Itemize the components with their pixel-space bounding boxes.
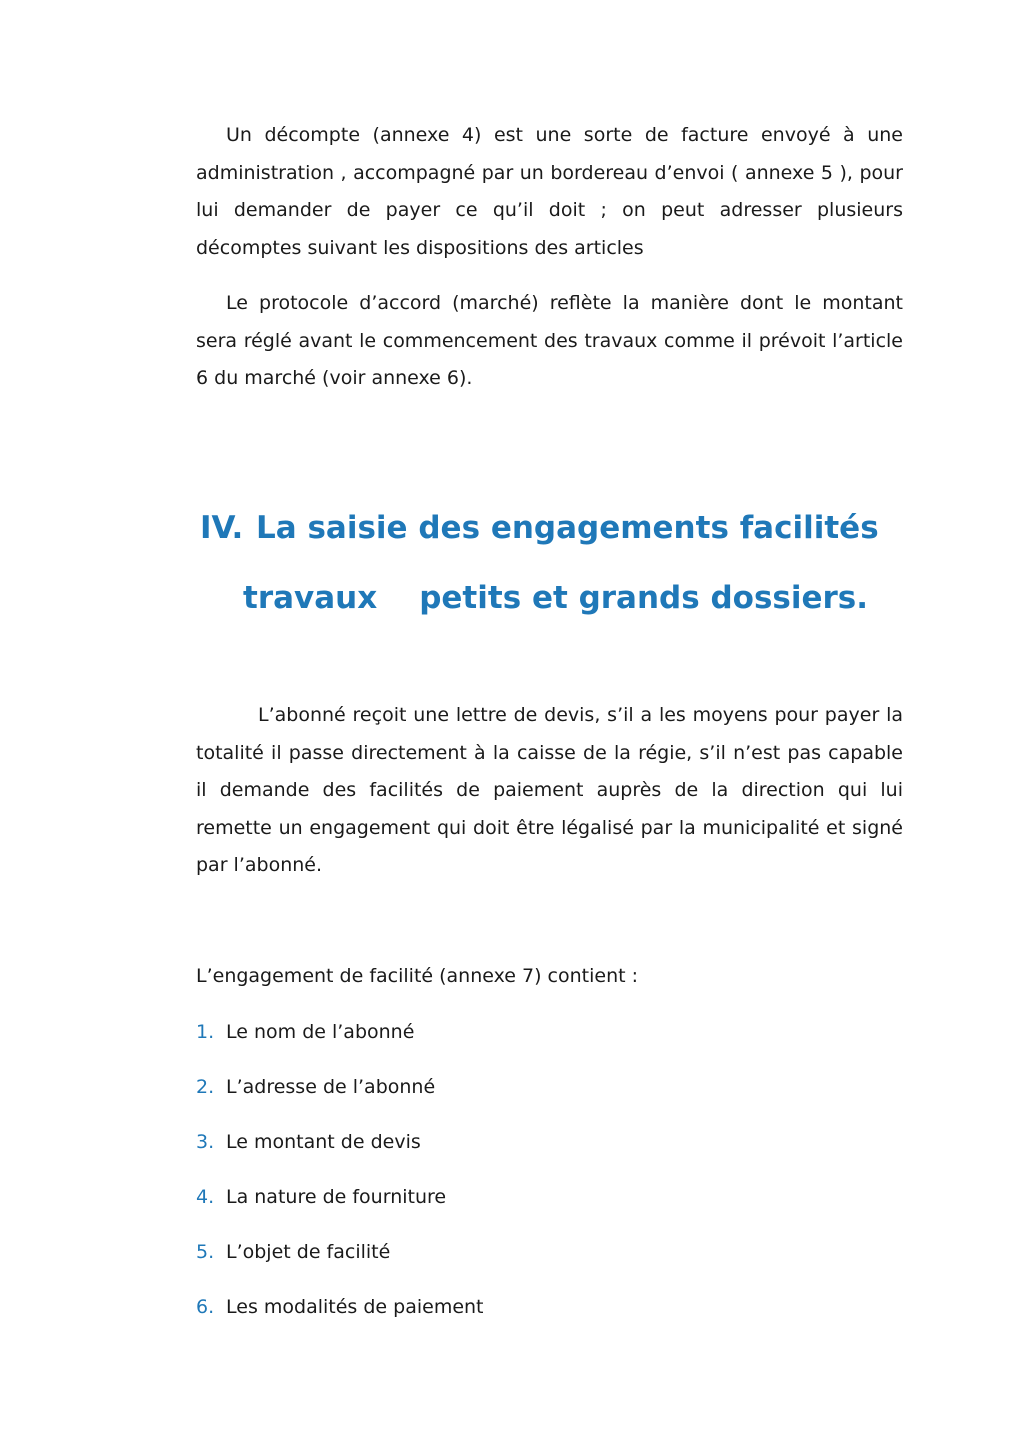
paragraph-protocole: Le protocole d’accord (marché) reflète la manière dont le montant sera réglé avant le commencement des travaux comme il prévoit l’article 6 du marché (voir annexe 6). <box>196 292 903 389</box>
list-item <box>196 1234 484 1289</box>
list-item <box>196 1179 484 1234</box>
list-item-number: 5. <box>196 1241 215 1263</box>
list-item-text: La nature de fourniture <box>226 1186 447 1208</box>
list-item-number: 6. <box>196 1296 215 1318</box>
section-heading-line2 <box>243 563 963 633</box>
list-item-number: 4. <box>196 1186 215 1208</box>
list-item-number: 2. <box>196 1076 215 1098</box>
list-item-text: L’adresse de l’abonné <box>226 1076 436 1098</box>
list-item <box>196 1289 484 1344</box>
list-item-number: 3. <box>196 1131 215 1153</box>
paragraph-decompte: Un décompte (annexe 4) est une sorte de facture envoyé à une administration , accompagné par un bordereau d’envoi ( annexe 5 ), pour lui demander de payer ce qu’il doit ; on peut adresser plusieurs décomptes suivant les dispositions des articles <box>196 124 903 259</box>
list-item <box>196 1014 484 1069</box>
list-intro: L’engagement de facilité (annexe 7) contient : <box>196 965 639 987</box>
list-item <box>196 1124 484 1179</box>
list-item <box>196 1069 484 1124</box>
list-item-number: 1. <box>196 1021 215 1043</box>
section-title-part1: La saisie des engagements facilités <box>256 510 879 546</box>
list-item-text: Le montant de devis <box>226 1131 421 1153</box>
list-item-text: L’objet de facilité <box>226 1241 391 1263</box>
section-title-part2b: petits et grands dossiers. <box>419 580 869 616</box>
section-number: IV. <box>200 510 244 546</box>
paragraph-abonne: L’abonné reçoit une lettre de devis, s’il a les moyens pour payer la totalité il passe directement à la caisse de la régie, s’il n’est pas capable il demande des facilités de paiement auprès de la direction qui lui remette un engagement qui doit être légalisé par la municipalité et signé par l’abonné. <box>196 704 903 876</box>
engagement-contents-list <box>196 1014 484 1344</box>
list-item-text: Le nom de l’abonné <box>226 1021 415 1043</box>
section-heading-line1 <box>200 493 920 563</box>
list-item-text: Les modalités de paiement <box>226 1296 484 1318</box>
section-title-part2a: travaux <box>243 580 378 616</box>
